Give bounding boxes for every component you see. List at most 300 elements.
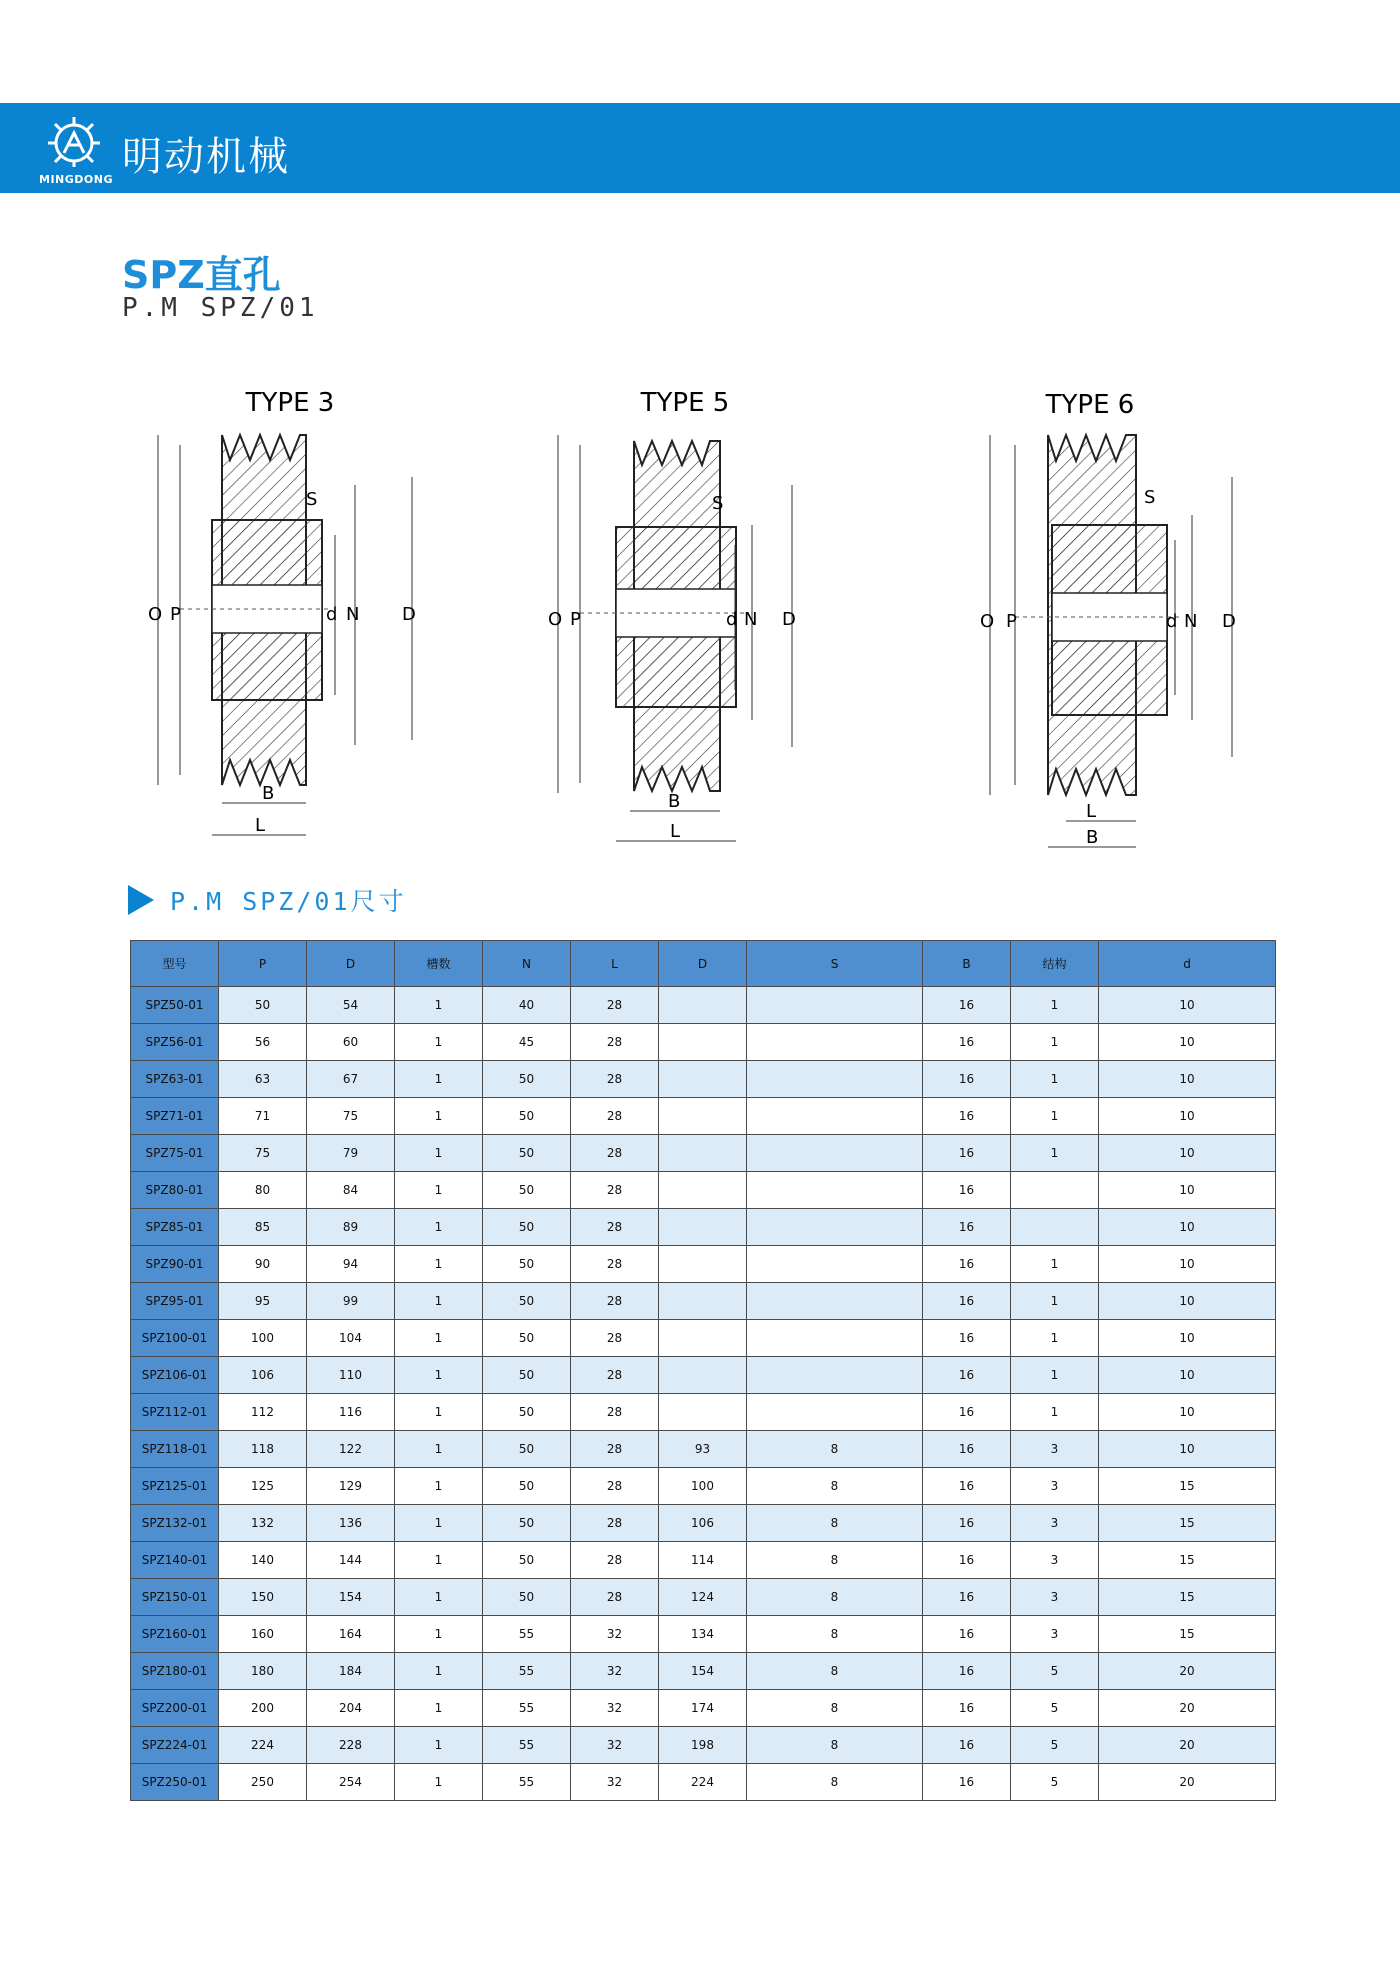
header-bar xyxy=(0,103,1400,193)
table-cell xyxy=(659,1135,747,1172)
model-cell: SPZ71-01 xyxy=(131,1098,219,1135)
table-cell: 50 xyxy=(219,987,307,1024)
table-cell: 1 xyxy=(395,1764,483,1801)
table-cell xyxy=(747,1098,923,1135)
table-cell: 154 xyxy=(307,1579,395,1616)
model-cell: SPZ160-01 xyxy=(131,1616,219,1653)
table-cell: 16 xyxy=(923,1431,1011,1468)
table-cell: 140 xyxy=(219,1542,307,1579)
model-cell: SPZ63-01 xyxy=(131,1061,219,1098)
table-cell: 50 xyxy=(483,1209,571,1246)
table-cell: 15 xyxy=(1099,1542,1276,1579)
table-cell: 10 xyxy=(1099,1135,1276,1172)
table-cell: 1 xyxy=(1011,1394,1099,1431)
table-cell xyxy=(659,1320,747,1357)
model-cell: SPZ180-01 xyxy=(131,1653,219,1690)
svg-text:S: S xyxy=(712,493,724,514)
table-cell: 112 xyxy=(219,1394,307,1431)
table-cell: 16 xyxy=(923,1357,1011,1394)
table-cell: 1 xyxy=(395,1616,483,1653)
table-row xyxy=(131,1135,1276,1172)
svg-text:L: L xyxy=(255,815,266,836)
table-cell: 160 xyxy=(219,1616,307,1653)
table-cell: 32 xyxy=(571,1727,659,1764)
table-cell: 118 xyxy=(219,1431,307,1468)
table-cell: 224 xyxy=(219,1727,307,1764)
table-cell: 10 xyxy=(1099,1246,1276,1283)
column-header: 结构 xyxy=(1011,941,1099,987)
table-cell: 1 xyxy=(1011,1283,1099,1320)
table-cell: 28 xyxy=(571,1542,659,1579)
table-cell: 16 xyxy=(923,1690,1011,1727)
table-cell: 32 xyxy=(571,1690,659,1727)
column-header: N xyxy=(483,941,571,987)
table-cell xyxy=(747,987,923,1024)
table-cell: 20 xyxy=(1099,1690,1276,1727)
table-cell: 154 xyxy=(659,1653,747,1690)
table-row xyxy=(131,1764,1276,1801)
table-row xyxy=(131,1357,1276,1394)
table-cell: 75 xyxy=(219,1135,307,1172)
table-cell: 28 xyxy=(571,1061,659,1098)
column-header: P xyxy=(219,941,307,987)
triangle-bullet-icon xyxy=(128,885,154,915)
table-cell: 16 xyxy=(923,987,1011,1024)
table-cell: 5 xyxy=(1011,1653,1099,1690)
table-cell: 1 xyxy=(1011,1135,1099,1172)
model-cell: SPZ95-01 xyxy=(131,1283,219,1320)
table-cell xyxy=(659,1061,747,1098)
table-cell: 16 xyxy=(923,1727,1011,1764)
table-cell: 28 xyxy=(571,1209,659,1246)
svg-text:P: P xyxy=(1006,611,1017,632)
table-cell: 204 xyxy=(307,1690,395,1727)
table-cell: 1 xyxy=(395,1357,483,1394)
table-cell: 50 xyxy=(483,1061,571,1098)
table-cell: 28 xyxy=(571,1320,659,1357)
table-cell xyxy=(659,1024,747,1061)
table-cell: 1 xyxy=(395,1320,483,1357)
table-cell: 1 xyxy=(1011,1246,1099,1283)
table-cell: 1 xyxy=(395,1505,483,1542)
table-cell: 228 xyxy=(307,1727,395,1764)
table-cell: 16 xyxy=(923,1283,1011,1320)
column-header: d xyxy=(1099,941,1276,987)
table-cell: 125 xyxy=(219,1468,307,1505)
table-cell: 50 xyxy=(483,1135,571,1172)
table-cell: 106 xyxy=(659,1505,747,1542)
table-cell: 15 xyxy=(1099,1616,1276,1653)
table-row xyxy=(131,1505,1276,1542)
column-header: D xyxy=(307,941,395,987)
model-cell: SPZ75-01 xyxy=(131,1135,219,1172)
table-cell: 16 xyxy=(923,1505,1011,1542)
table-cell: 1 xyxy=(395,987,483,1024)
table-cell: 10 xyxy=(1099,1098,1276,1135)
table-cell: 129 xyxy=(307,1468,395,1505)
table-cell xyxy=(659,1209,747,1246)
table-cell: 90 xyxy=(219,1246,307,1283)
svg-text:L: L xyxy=(670,821,681,842)
table-cell: 1 xyxy=(395,1172,483,1209)
table-row xyxy=(131,1542,1276,1579)
table-cell: 1 xyxy=(1011,1357,1099,1394)
table-cell: 84 xyxy=(307,1172,395,1209)
table-cell: 114 xyxy=(659,1542,747,1579)
svg-text:D: D xyxy=(402,604,416,625)
column-header: L xyxy=(571,941,659,987)
table-cell: 1 xyxy=(395,1727,483,1764)
table-cell: 20 xyxy=(1099,1764,1276,1801)
table-header-row xyxy=(131,941,1276,987)
column-header: B xyxy=(923,941,1011,987)
svg-text:d: d xyxy=(1166,611,1178,632)
table-cell: 28 xyxy=(571,1172,659,1209)
table-cell: 1 xyxy=(395,1135,483,1172)
table-cell: 28 xyxy=(571,1283,659,1320)
model-cell: SPZ56-01 xyxy=(131,1024,219,1061)
model-cell: SPZ90-01 xyxy=(131,1246,219,1283)
table-cell: 224 xyxy=(659,1764,747,1801)
table-cell: 1 xyxy=(395,1653,483,1690)
type-label: TYPE 6 xyxy=(1045,390,1135,420)
model-cell: SPZ132-01 xyxy=(131,1505,219,1542)
table-cell: 28 xyxy=(571,1505,659,1542)
table-cell: 10 xyxy=(1099,1024,1276,1061)
table-cell: 174 xyxy=(659,1690,747,1727)
svg-text:P: P xyxy=(170,604,181,625)
table-row xyxy=(131,1727,1276,1764)
table-cell xyxy=(747,1061,923,1098)
table-cell: 8 xyxy=(747,1690,923,1727)
svg-text:d: d xyxy=(326,604,338,625)
model-cell: SPZ224-01 xyxy=(131,1727,219,1764)
table-cell xyxy=(1011,1209,1099,1246)
table-cell: 10 xyxy=(1099,1320,1276,1357)
model-cell: SPZ106-01 xyxy=(131,1357,219,1394)
table-cell: 3 xyxy=(1011,1579,1099,1616)
svg-text:B: B xyxy=(262,783,275,804)
table-row xyxy=(131,1431,1276,1468)
table-cell: 67 xyxy=(307,1061,395,1098)
table-cell: 79 xyxy=(307,1135,395,1172)
table-cell: 99 xyxy=(307,1283,395,1320)
table-cell: 250 xyxy=(219,1764,307,1801)
table-cell: 136 xyxy=(307,1505,395,1542)
table-cell: 1 xyxy=(1011,1024,1099,1061)
table-cell: 8 xyxy=(747,1579,923,1616)
table-cell: 50 xyxy=(483,1468,571,1505)
svg-text:D: D xyxy=(782,609,796,630)
table-row xyxy=(131,987,1276,1024)
table-cell: 184 xyxy=(307,1653,395,1690)
table-cell: 100 xyxy=(219,1320,307,1357)
table-cell xyxy=(659,987,747,1024)
table-cell xyxy=(659,1246,747,1283)
table-cell: 16 xyxy=(923,1542,1011,1579)
model-cell: SPZ140-01 xyxy=(131,1542,219,1579)
table-cell xyxy=(659,1098,747,1135)
table-cell: 28 xyxy=(571,1098,659,1135)
svg-text:N: N xyxy=(744,609,758,630)
table-cell: 10 xyxy=(1099,987,1276,1024)
table-row xyxy=(131,1394,1276,1431)
table-cell: 110 xyxy=(307,1357,395,1394)
table-cell: 80 xyxy=(219,1172,307,1209)
table-cell: 8 xyxy=(747,1505,923,1542)
table-cell: 50 xyxy=(483,1357,571,1394)
table-row xyxy=(131,1209,1276,1246)
table-cell: 60 xyxy=(307,1024,395,1061)
model-cell: SPZ200-01 xyxy=(131,1690,219,1727)
table-cell: 8 xyxy=(747,1431,923,1468)
table-cell: 3 xyxy=(1011,1542,1099,1579)
table-row xyxy=(131,1246,1276,1283)
table-cell: 16 xyxy=(923,1246,1011,1283)
table-cell: 164 xyxy=(307,1616,395,1653)
column-header: 槽数 xyxy=(395,941,483,987)
svg-text:d: d xyxy=(726,609,738,630)
table-cell: 94 xyxy=(307,1246,395,1283)
table-cell: 56 xyxy=(219,1024,307,1061)
table-cell: 28 xyxy=(571,987,659,1024)
table-cell: 16 xyxy=(923,1653,1011,1690)
svg-text:B: B xyxy=(1086,827,1099,848)
svg-text:S: S xyxy=(1144,487,1156,508)
table-cell: 50 xyxy=(483,1320,571,1357)
table-cell: 50 xyxy=(483,1172,571,1209)
table-row xyxy=(131,1283,1276,1320)
table-cell: 8 xyxy=(747,1727,923,1764)
table-cell: 10 xyxy=(1099,1283,1276,1320)
model-cell: SPZ150-01 xyxy=(131,1579,219,1616)
type-label: TYPE 3 xyxy=(245,388,335,418)
table-cell: 54 xyxy=(307,987,395,1024)
svg-text:N: N xyxy=(346,604,360,625)
svg-text:S: S xyxy=(306,489,318,510)
table-cell: 200 xyxy=(219,1690,307,1727)
table-cell xyxy=(747,1283,923,1320)
section-title: P.M SPZ/01尺寸 xyxy=(170,887,407,916)
table-cell xyxy=(747,1320,923,1357)
table-cell xyxy=(659,1357,747,1394)
table-cell: 50 xyxy=(483,1505,571,1542)
model-cell: SPZ118-01 xyxy=(131,1431,219,1468)
table-cell: 150 xyxy=(219,1579,307,1616)
diagram-type-6 xyxy=(980,390,1236,848)
table-cell: 116 xyxy=(307,1394,395,1431)
table-cell: 100 xyxy=(659,1468,747,1505)
table-cell: 28 xyxy=(571,1024,659,1061)
table-cell: 32 xyxy=(571,1653,659,1690)
table-cell: 16 xyxy=(923,1394,1011,1431)
table-cell: 28 xyxy=(571,1135,659,1172)
table-cell: 15 xyxy=(1099,1579,1276,1616)
page-subtitle: P.M SPZ/01 xyxy=(122,293,319,323)
page-title: SPZ直孔 xyxy=(122,253,281,297)
table-cell: 16 xyxy=(923,1320,1011,1357)
table-cell: 55 xyxy=(483,1764,571,1801)
table-cell: 55 xyxy=(483,1690,571,1727)
column-header: 型号 xyxy=(131,941,219,987)
model-cell: SPZ100-01 xyxy=(131,1320,219,1357)
table-cell: 28 xyxy=(571,1579,659,1616)
svg-text:P: P xyxy=(570,609,581,630)
table-cell: 1 xyxy=(395,1394,483,1431)
table-cell: 50 xyxy=(483,1246,571,1283)
table-cell: 3 xyxy=(1011,1616,1099,1653)
table-cell: 28 xyxy=(571,1394,659,1431)
table-cell: 1 xyxy=(395,1690,483,1727)
table-cell: 93 xyxy=(659,1431,747,1468)
table-cell: 89 xyxy=(307,1209,395,1246)
table-row xyxy=(131,1172,1276,1209)
table-cell: 40 xyxy=(483,987,571,1024)
table-row xyxy=(131,1690,1276,1727)
table-cell xyxy=(747,1135,923,1172)
table-row xyxy=(131,1653,1276,1690)
table-cell: 1 xyxy=(395,1431,483,1468)
table-cell: 28 xyxy=(571,1246,659,1283)
table-cell: 8 xyxy=(747,1542,923,1579)
table-cell: 10 xyxy=(1099,1431,1276,1468)
table-cell: 16 xyxy=(923,1468,1011,1505)
table-cell: 10 xyxy=(1099,1061,1276,1098)
table-cell: 1 xyxy=(395,1542,483,1579)
table-cell: 50 xyxy=(483,1098,571,1135)
svg-text:O: O xyxy=(980,611,995,632)
model-cell: SPZ85-01 xyxy=(131,1209,219,1246)
model-cell: SPZ125-01 xyxy=(131,1468,219,1505)
table-cell: 104 xyxy=(307,1320,395,1357)
table-cell: 134 xyxy=(659,1616,747,1653)
table-cell: 144 xyxy=(307,1542,395,1579)
table-cell: 16 xyxy=(923,1579,1011,1616)
table-cell: 16 xyxy=(923,1024,1011,1061)
model-cell: SPZ80-01 xyxy=(131,1172,219,1209)
model-cell: SPZ112-01 xyxy=(131,1394,219,1431)
table-cell: 50 xyxy=(483,1542,571,1579)
table-cell: 1 xyxy=(1011,1320,1099,1357)
table-cell: 15 xyxy=(1099,1505,1276,1542)
svg-text:O: O xyxy=(548,609,563,630)
table-row xyxy=(131,1098,1276,1135)
table-cell xyxy=(659,1172,747,1209)
table-cell xyxy=(747,1024,923,1061)
table-cell: 50 xyxy=(483,1431,571,1468)
table-cell: 16 xyxy=(923,1616,1011,1653)
table-row xyxy=(131,1024,1276,1061)
table-cell: 1 xyxy=(395,1283,483,1320)
table-cell: 8 xyxy=(747,1616,923,1653)
table-cell: 75 xyxy=(307,1098,395,1135)
svg-text:N: N xyxy=(1184,611,1198,632)
table-cell: 1 xyxy=(1011,987,1099,1024)
table-cell: 16 xyxy=(923,1172,1011,1209)
table-cell xyxy=(747,1172,923,1209)
svg-text:B: B xyxy=(668,791,681,812)
table-cell: 45 xyxy=(483,1024,571,1061)
table-cell: 20 xyxy=(1099,1727,1276,1764)
table-cell: 16 xyxy=(923,1098,1011,1135)
table-cell: 106 xyxy=(219,1357,307,1394)
table-cell: 180 xyxy=(219,1653,307,1690)
table-cell: 198 xyxy=(659,1727,747,1764)
model-cell: SPZ50-01 xyxy=(131,987,219,1024)
table-cell: 16 xyxy=(923,1764,1011,1801)
table-cell: 132 xyxy=(219,1505,307,1542)
column-header: D xyxy=(659,941,747,987)
table-cell: 95 xyxy=(219,1283,307,1320)
table-cell xyxy=(747,1357,923,1394)
table-cell: 10 xyxy=(1099,1209,1276,1246)
table-cell: 28 xyxy=(571,1431,659,1468)
table-row xyxy=(131,1616,1276,1653)
table-row xyxy=(131,1468,1276,1505)
table-cell: 3 xyxy=(1011,1468,1099,1505)
table-cell xyxy=(747,1394,923,1431)
table-cell: 10 xyxy=(1099,1394,1276,1431)
table-cell: 10 xyxy=(1099,1357,1276,1394)
table-cell: 32 xyxy=(571,1764,659,1801)
table-row xyxy=(131,1579,1276,1616)
table-cell: 1 xyxy=(395,1209,483,1246)
diagram-type-3 xyxy=(148,388,416,836)
table-row xyxy=(131,1061,1276,1098)
table-cell: 254 xyxy=(307,1764,395,1801)
table-cell: 1 xyxy=(395,1468,483,1505)
table-cell: 55 xyxy=(483,1727,571,1764)
table-cell: 28 xyxy=(571,1468,659,1505)
table-cell: 32 xyxy=(571,1616,659,1653)
table-cell: 1 xyxy=(395,1098,483,1135)
table-cell: 1 xyxy=(395,1579,483,1616)
table-cell: 10 xyxy=(1099,1172,1276,1209)
table-cell: 5 xyxy=(1011,1764,1099,1801)
table-cell: 55 xyxy=(483,1653,571,1690)
table-cell: 8 xyxy=(747,1764,923,1801)
table-cell: 55 xyxy=(483,1616,571,1653)
table-cell: 1 xyxy=(1011,1061,1099,1098)
table-cell: 5 xyxy=(1011,1727,1099,1764)
table-cell xyxy=(747,1246,923,1283)
logo-text: MINGDONG xyxy=(39,173,113,186)
table-cell: 3 xyxy=(1011,1431,1099,1468)
table-cell: 8 xyxy=(747,1468,923,1505)
model-cell: SPZ250-01 xyxy=(131,1764,219,1801)
column-header: S xyxy=(747,941,923,987)
table-cell: 122 xyxy=(307,1431,395,1468)
table-cell: 16 xyxy=(923,1061,1011,1098)
diagram-type-5 xyxy=(548,388,796,842)
pulley-diagrams xyxy=(130,375,1290,855)
table-cell: 16 xyxy=(923,1135,1011,1172)
table-cell: 28 xyxy=(571,1357,659,1394)
dimensions-table xyxy=(130,940,1276,1801)
table-cell: 85 xyxy=(219,1209,307,1246)
table-cell: 5 xyxy=(1011,1690,1099,1727)
svg-text:D: D xyxy=(1222,611,1236,632)
table-cell: 1 xyxy=(395,1061,483,1098)
table-cell xyxy=(747,1209,923,1246)
table-cell: 16 xyxy=(923,1209,1011,1246)
table-cell: 124 xyxy=(659,1579,747,1616)
brand-name: 明动机械 xyxy=(122,134,290,180)
table-cell: 20 xyxy=(1099,1653,1276,1690)
table-cell xyxy=(659,1283,747,1320)
table-cell xyxy=(659,1394,747,1431)
table-cell: 50 xyxy=(483,1283,571,1320)
